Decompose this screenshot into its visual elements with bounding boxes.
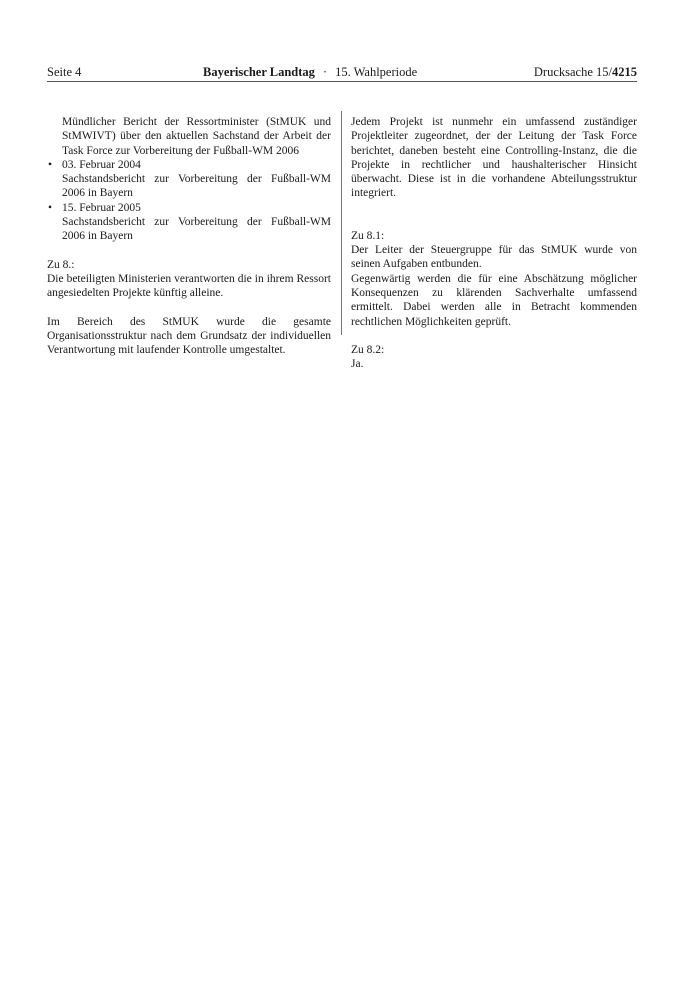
header-title (203, 64, 417, 80)
section-text-zu-8-1-b: Gegenwärtig werden die für eine Abschätzung möglicher Konsequenzen zu klärenden Sachverhalte umfassend ermittelt. Dabei werden alle in Betracht kommenden rechtlichen Möglichkeiten geprüft. (351, 272, 637, 328)
list-item-date: 15. Februar 2005 (62, 201, 141, 214)
bullet-icon: • (48, 201, 53, 214)
column-divider (341, 111, 342, 335)
document-number-value: 4215 (612, 65, 637, 79)
stmuk-paragraph: Im Bereich des StMUK wurde die gesamte Organisationsstruktur nach dem Grundsatz der individuellen Verantwortung mit laufender Kontrolle umgestaltet. (47, 315, 331, 357)
project-paragraph: Jedem Projekt ist nunmehr ein umfassend zuständiger Projektleiter zugeordnet, der der Leitung der Task Force berichtet, daneben besteht eine Controlling-Instanz, die die Projekte in rechtlicher und haushalterischer Hinsicht überwacht. Diese ist in die vorhandene Abteilungsstruktur integriert. (351, 116, 637, 200)
section-text-zu-8-1-a: Der Leiter der Steuergruppe für das StMUK wurde von seinen Aufgaben entbunden. (351, 244, 637, 271)
page-number: Seite 4 (47, 65, 82, 79)
right-column (351, 115, 637, 371)
list-item-text: Sachstandsbericht zur Vorbereitung der Fußball-WM 2006 in Bayern (62, 173, 331, 200)
section-heading-zu-8-2: Zu 8.2: (351, 343, 385, 356)
document-number (534, 64, 637, 80)
section-text-zu-8-2: Ja. (351, 358, 364, 371)
bullet-icon: • (48, 158, 53, 171)
left-column (47, 115, 331, 357)
list-item (47, 158, 331, 201)
page-header (47, 64, 637, 80)
list-item (47, 201, 331, 244)
section-heading-zu-8: Zu 8.: (47, 258, 75, 271)
section-text-zu-8: Die beteiligten Ministerien verantworten die in ihrem Ressort angesiedelten Projekte künftig alleine. (47, 272, 331, 300)
report-intro: Mündlicher Bericht der Ressortminister (StMUK und StMWIVT) über den aktuellen Sachstand der Arbeit der Task Force zur Vorbereitung der Fußball-WM 2006 (62, 116, 331, 157)
parliament-name: Bayerischer Landtag (203, 65, 315, 79)
list-item-text: Sachstandsbericht zur Vorbereitung der Fußball-WM 2006 in Bayern (62, 216, 331, 243)
document-prefix: Drucksache 15/ (533, 65, 612, 79)
header-separator: · (322, 65, 328, 79)
list-item-date: 03. Februar 2004 (62, 158, 141, 171)
legislative-period: 15. Wahlperiode (335, 65, 418, 79)
header-rule (47, 81, 637, 82)
section-heading-zu-8-1: Zu 8.1: (351, 229, 385, 242)
